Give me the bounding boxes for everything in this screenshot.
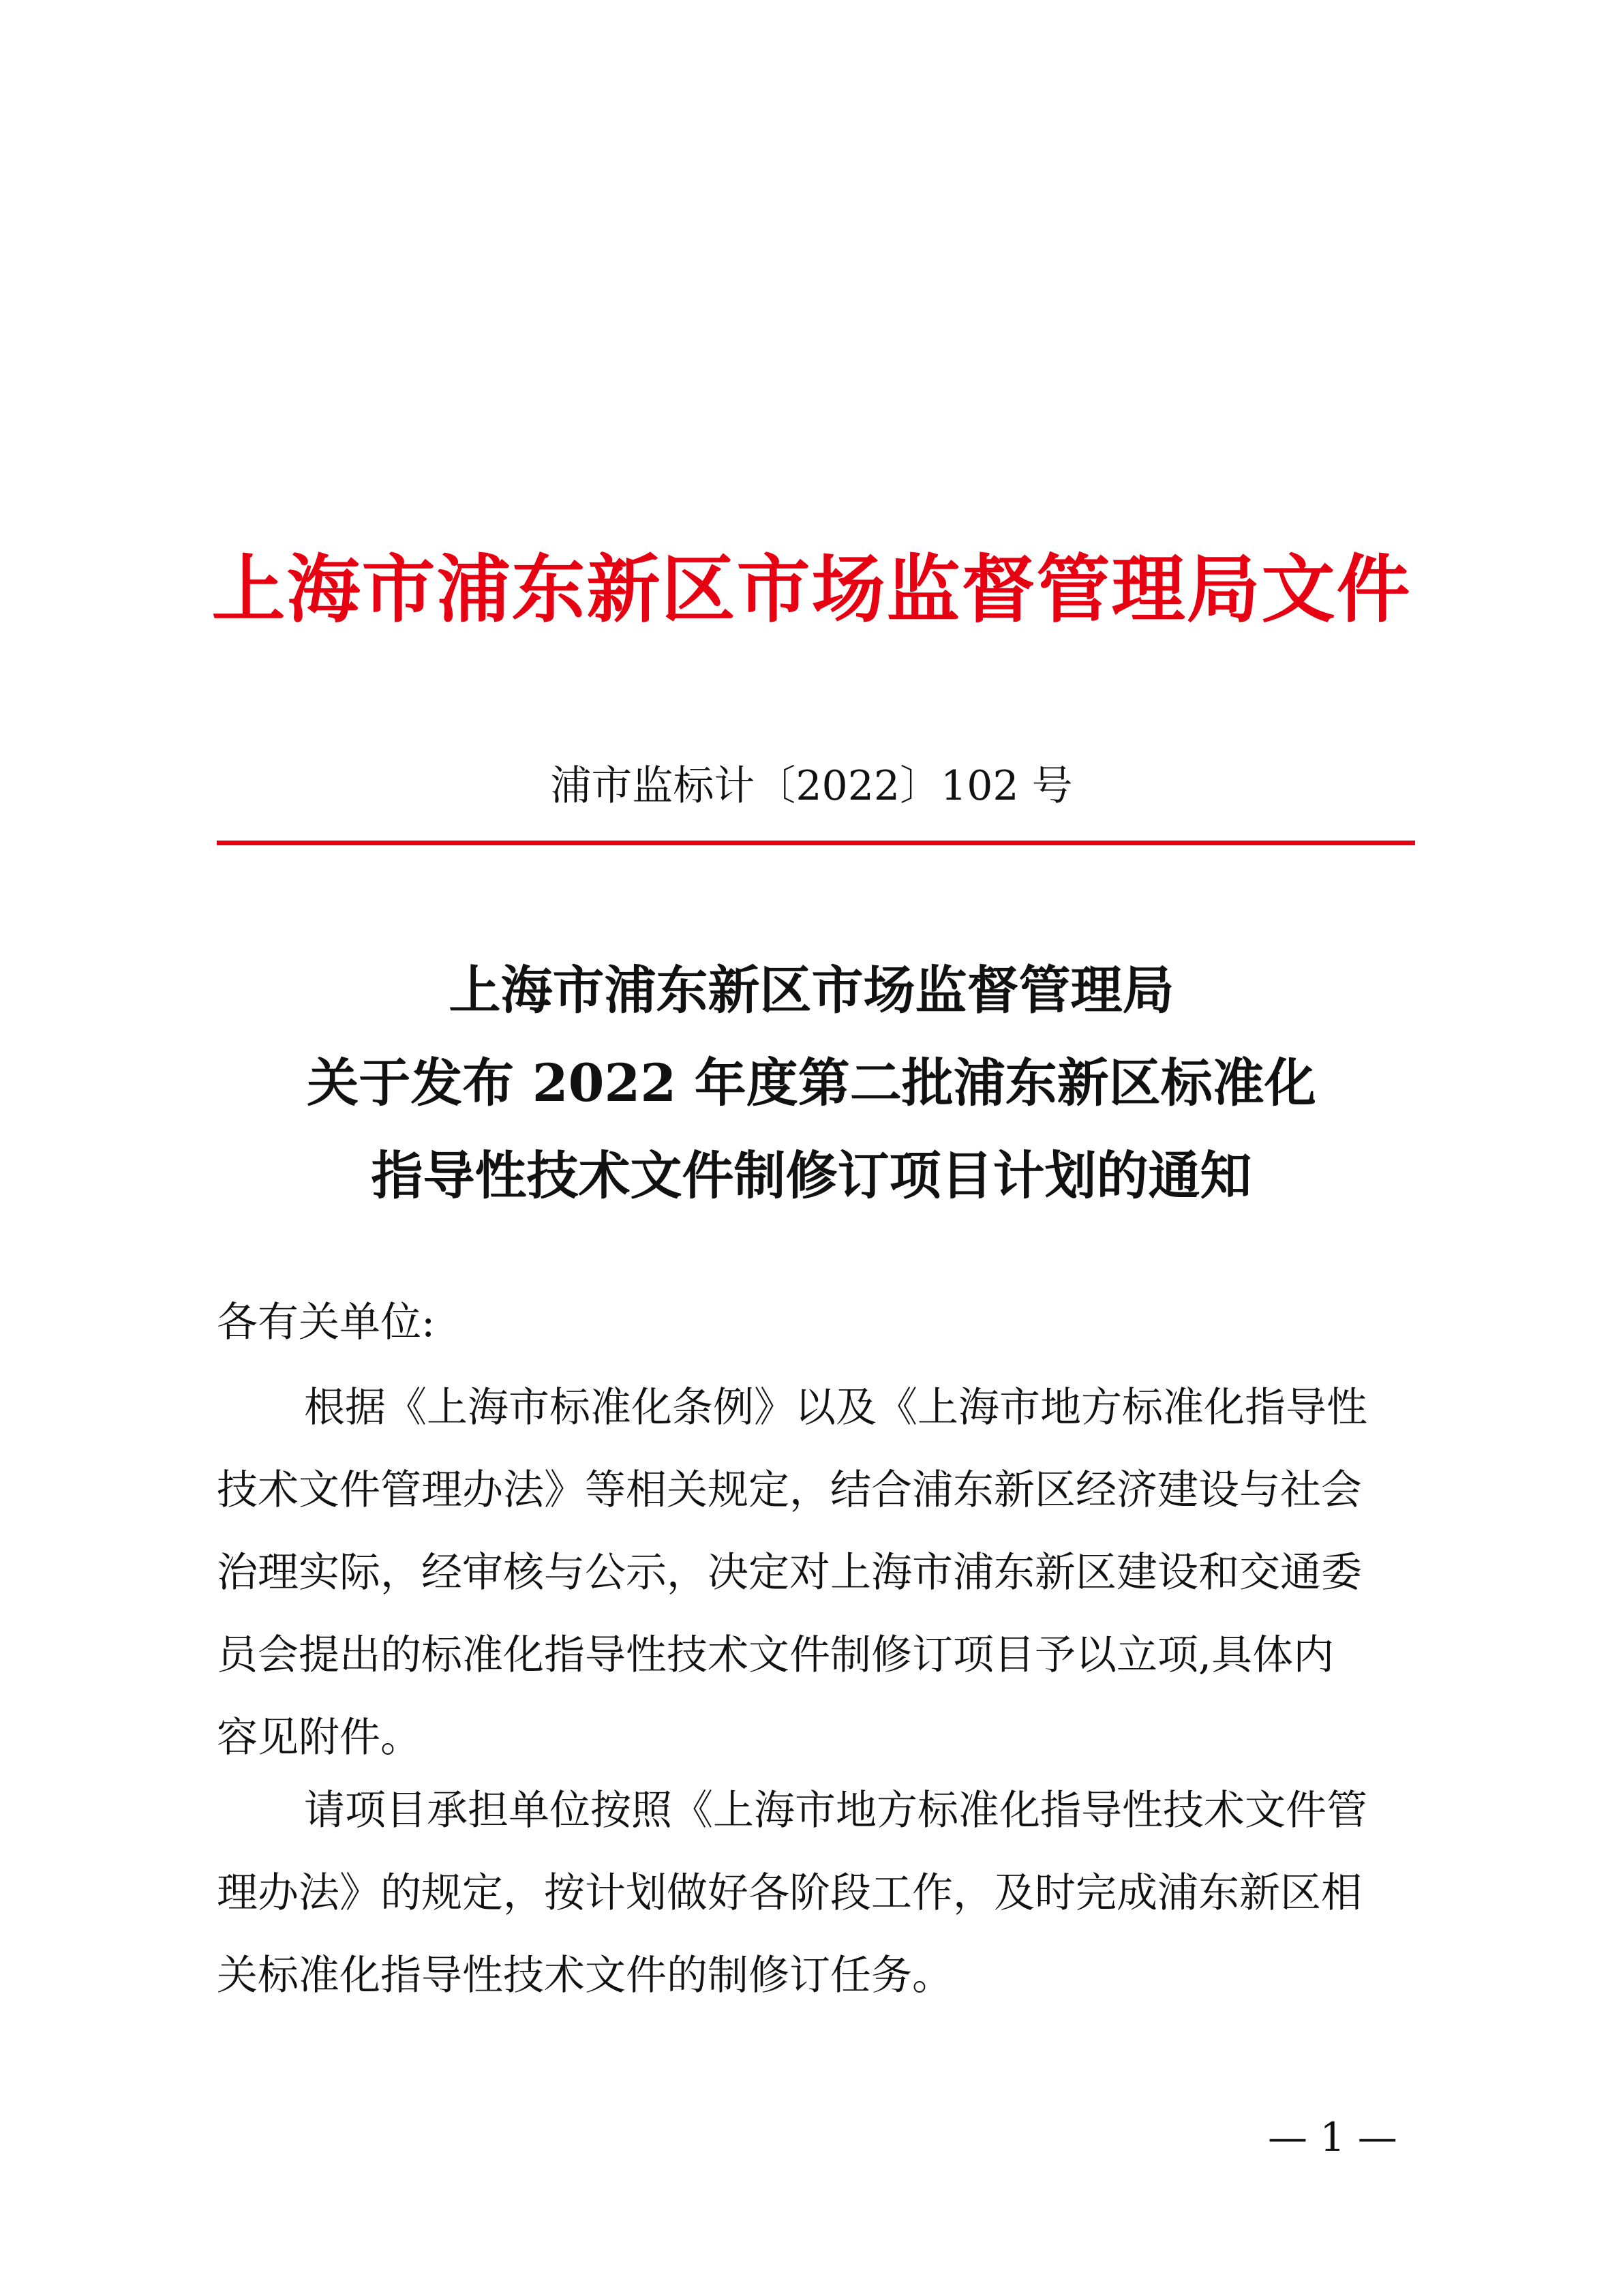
page-number: — 1 —: [1268, 2114, 1397, 2160]
paragraph-line: 容见附件。: [217, 1714, 421, 1762]
notice-title-line: 指导性技术文件制修订项目计划的通知: [371, 1145, 1252, 1206]
notice-title-line: 关于发布 2022 年度第二批浦东新区标准化: [307, 1053, 1316, 1113]
document-number: 浦市监标计〔2022〕102 号: [550, 762, 1073, 810]
salutation: 各有关单位:: [217, 1299, 436, 1346]
paragraph-line: 理办法》的规定，按计划做好各阶段工作，及时完成浦东新区相: [217, 1869, 1362, 1917]
notice-title: [0, 944, 1623, 1222]
paragraph-line: 请项目承担单位按照《上海市地方标准化指导性技术文件管: [304, 1787, 1367, 1834]
paragraph-line: 关标准化指导性技术文件的制修订任务。: [217, 1952, 953, 1999]
masthead-title: 上海市浦东新区市场监督管理局文件: [211, 547, 1412, 633]
paragraph-line: 根据《上海市标准化条例》以及《上海市地方标准化指导性: [304, 1384, 1367, 1432]
red-separator-line: [217, 841, 1415, 845]
body-paragraph-1: [217, 1367, 1415, 1779]
notice-title-line: 上海市浦东新区市场监督管理局: [449, 960, 1174, 1021]
paragraph-line: 技术文件管理办法》等相关规定，结合浦东新区经济建设与社会: [217, 1466, 1362, 1514]
body-paragraph-2: [217, 1770, 1415, 2017]
paragraph-line: 员会提出的标准化指导性技术文件制修订项目予以立项,具体内: [217, 1631, 1335, 1679]
paragraph-line: 治理实际，经审核与公示，决定对上海市浦东新区建设和交通委: [217, 1549, 1362, 1597]
